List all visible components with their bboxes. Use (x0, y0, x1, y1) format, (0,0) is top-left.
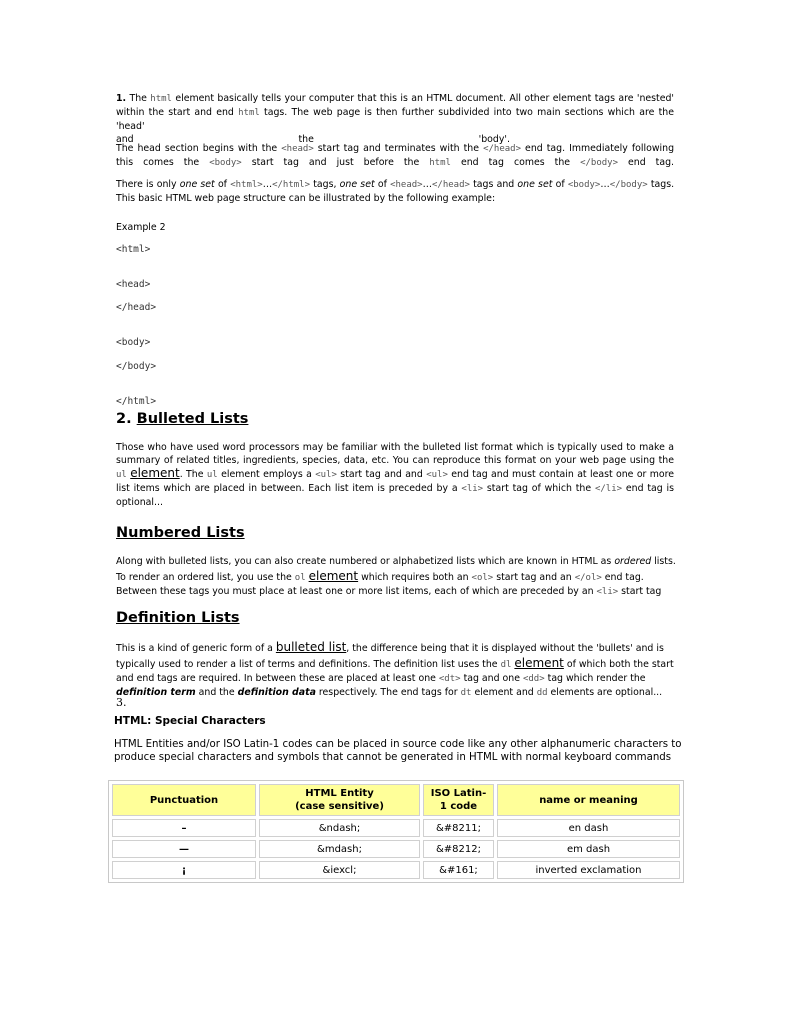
numbered-lists-paragraph: Along with bulleted lists, you can also create numbered or alphabetized lists which are known in HTML as ordered lists. To render an ordered list, you use the ol element which requires both an <ol> start tag and an </ol> end tag. Between these tags you must place at least one or more list items, each of which are preceded by an <li> start tag (116, 556, 676, 597)
column-header-punctuation: Punctuation (112, 784, 256, 816)
intro-line-3: and the 'body'. (116, 134, 510, 145)
bulleted-lists-paragraph: Those who have used word processors may be familiar with the bulleted list format which is typically used to make a summary of related titles, ingredients, species, data, etc. You can reproduce this format on your web page using the ul element. The ul element employs a <ul> start tag and and <ul> end tag and must contain at least one or more list items which are placed in between. Each list item is preceded by a <li> start tag of which the </li> end tag is optional... (116, 442, 675, 508)
intro-paragraph-3: There is only one set of <html>…</html> tags, one set of <head>…</head> tags and one set of <body>…</body> tags. This basic HTML web page structure can be illustrated by the following example: (116, 179, 675, 204)
example-code-line: </html> (116, 396, 157, 407)
example-code-line: </head> (116, 302, 157, 313)
table-row (112, 819, 680, 837)
element-link[interactable]: element (514, 656, 564, 670)
numbered-lists-heading: Numbered Lists (116, 525, 245, 541)
example-code-line: <body> (116, 337, 151, 348)
example-code-line: <html> (116, 244, 151, 255)
intro-paragraph-2: The head section begins with the <head> start tag and terminates with the </head> end tag. Immediately following this comes the <body> start tag and just before the html end tag comes the </body> end tag. (116, 143, 675, 168)
table-cell: em dash (497, 840, 680, 858)
table-cell: en dash (497, 819, 680, 837)
table-cell: &#8212; (423, 840, 494, 858)
special-characters-heading: HTML: Special Characters (114, 715, 266, 727)
table-cell: &ndash; (259, 819, 420, 837)
example-label: Example 2 (116, 222, 166, 233)
column-header-html-entity: HTML Entity (case sensitive) (259, 784, 420, 816)
table-cell: &#161; (423, 861, 494, 879)
element-link[interactable]: element (308, 569, 359, 583)
column-header-iso-code: ISO Latin- 1 code (423, 784, 494, 816)
definition-lists-paragraph: This is a kind of generic form of a bulleted list, the difference being that it is displayed without the 'bullets' and is typically used to render a list of terms and definitions. The definition list uses the dl element of which both the start and end tags are required. In between these are placed at least one <dt> tag and one <dd> tag which render the definition term and the definition data respectively. The end tags for dt element and dd elements are optional... (116, 640, 674, 698)
element-link[interactable]: element (130, 466, 180, 480)
example-code-line: <head> (116, 279, 151, 290)
definition-lists-heading: Definition Lists (116, 610, 240, 626)
table-row (112, 840, 680, 858)
table-cell: ¡ (112, 861, 256, 879)
table-row (112, 861, 680, 879)
bulleted-list-link[interactable]: bulleted list (275, 640, 347, 654)
section-number: 3. (116, 696, 127, 709)
column-header-name: name or meaning (497, 784, 680, 816)
table-cell: inverted exclamation (497, 861, 680, 879)
table-header-row (112, 784, 680, 816)
example-code-line: </body> (116, 361, 157, 372)
table-cell: — (112, 840, 256, 858)
entities-table (108, 780, 684, 883)
table-cell: &mdash; (259, 840, 420, 858)
table-cell: – (112, 819, 256, 837)
table-cell: &iexcl; (259, 861, 420, 879)
section-number: 1. (116, 93, 127, 104)
intro-paragraph-1: 1. The html element basically tells your computer that this is an HTML document. All other element tags are 'nested' within the start and end html tags. The web page is then further subdivided into two main sections which are the 'head' and the 'body'. (116, 93, 675, 145)
bulleted-lists-heading: 2. Bulleted Lists (116, 411, 249, 427)
special-characters-intro: HTML Entities and/or ISO Latin-1 codes can be placed in source code like any other alphanumeric characters to produce special characters and symbols that cannot be generated in HTML with normal keyboard commands (114, 739, 682, 763)
table-cell: &#8211; (423, 819, 494, 837)
